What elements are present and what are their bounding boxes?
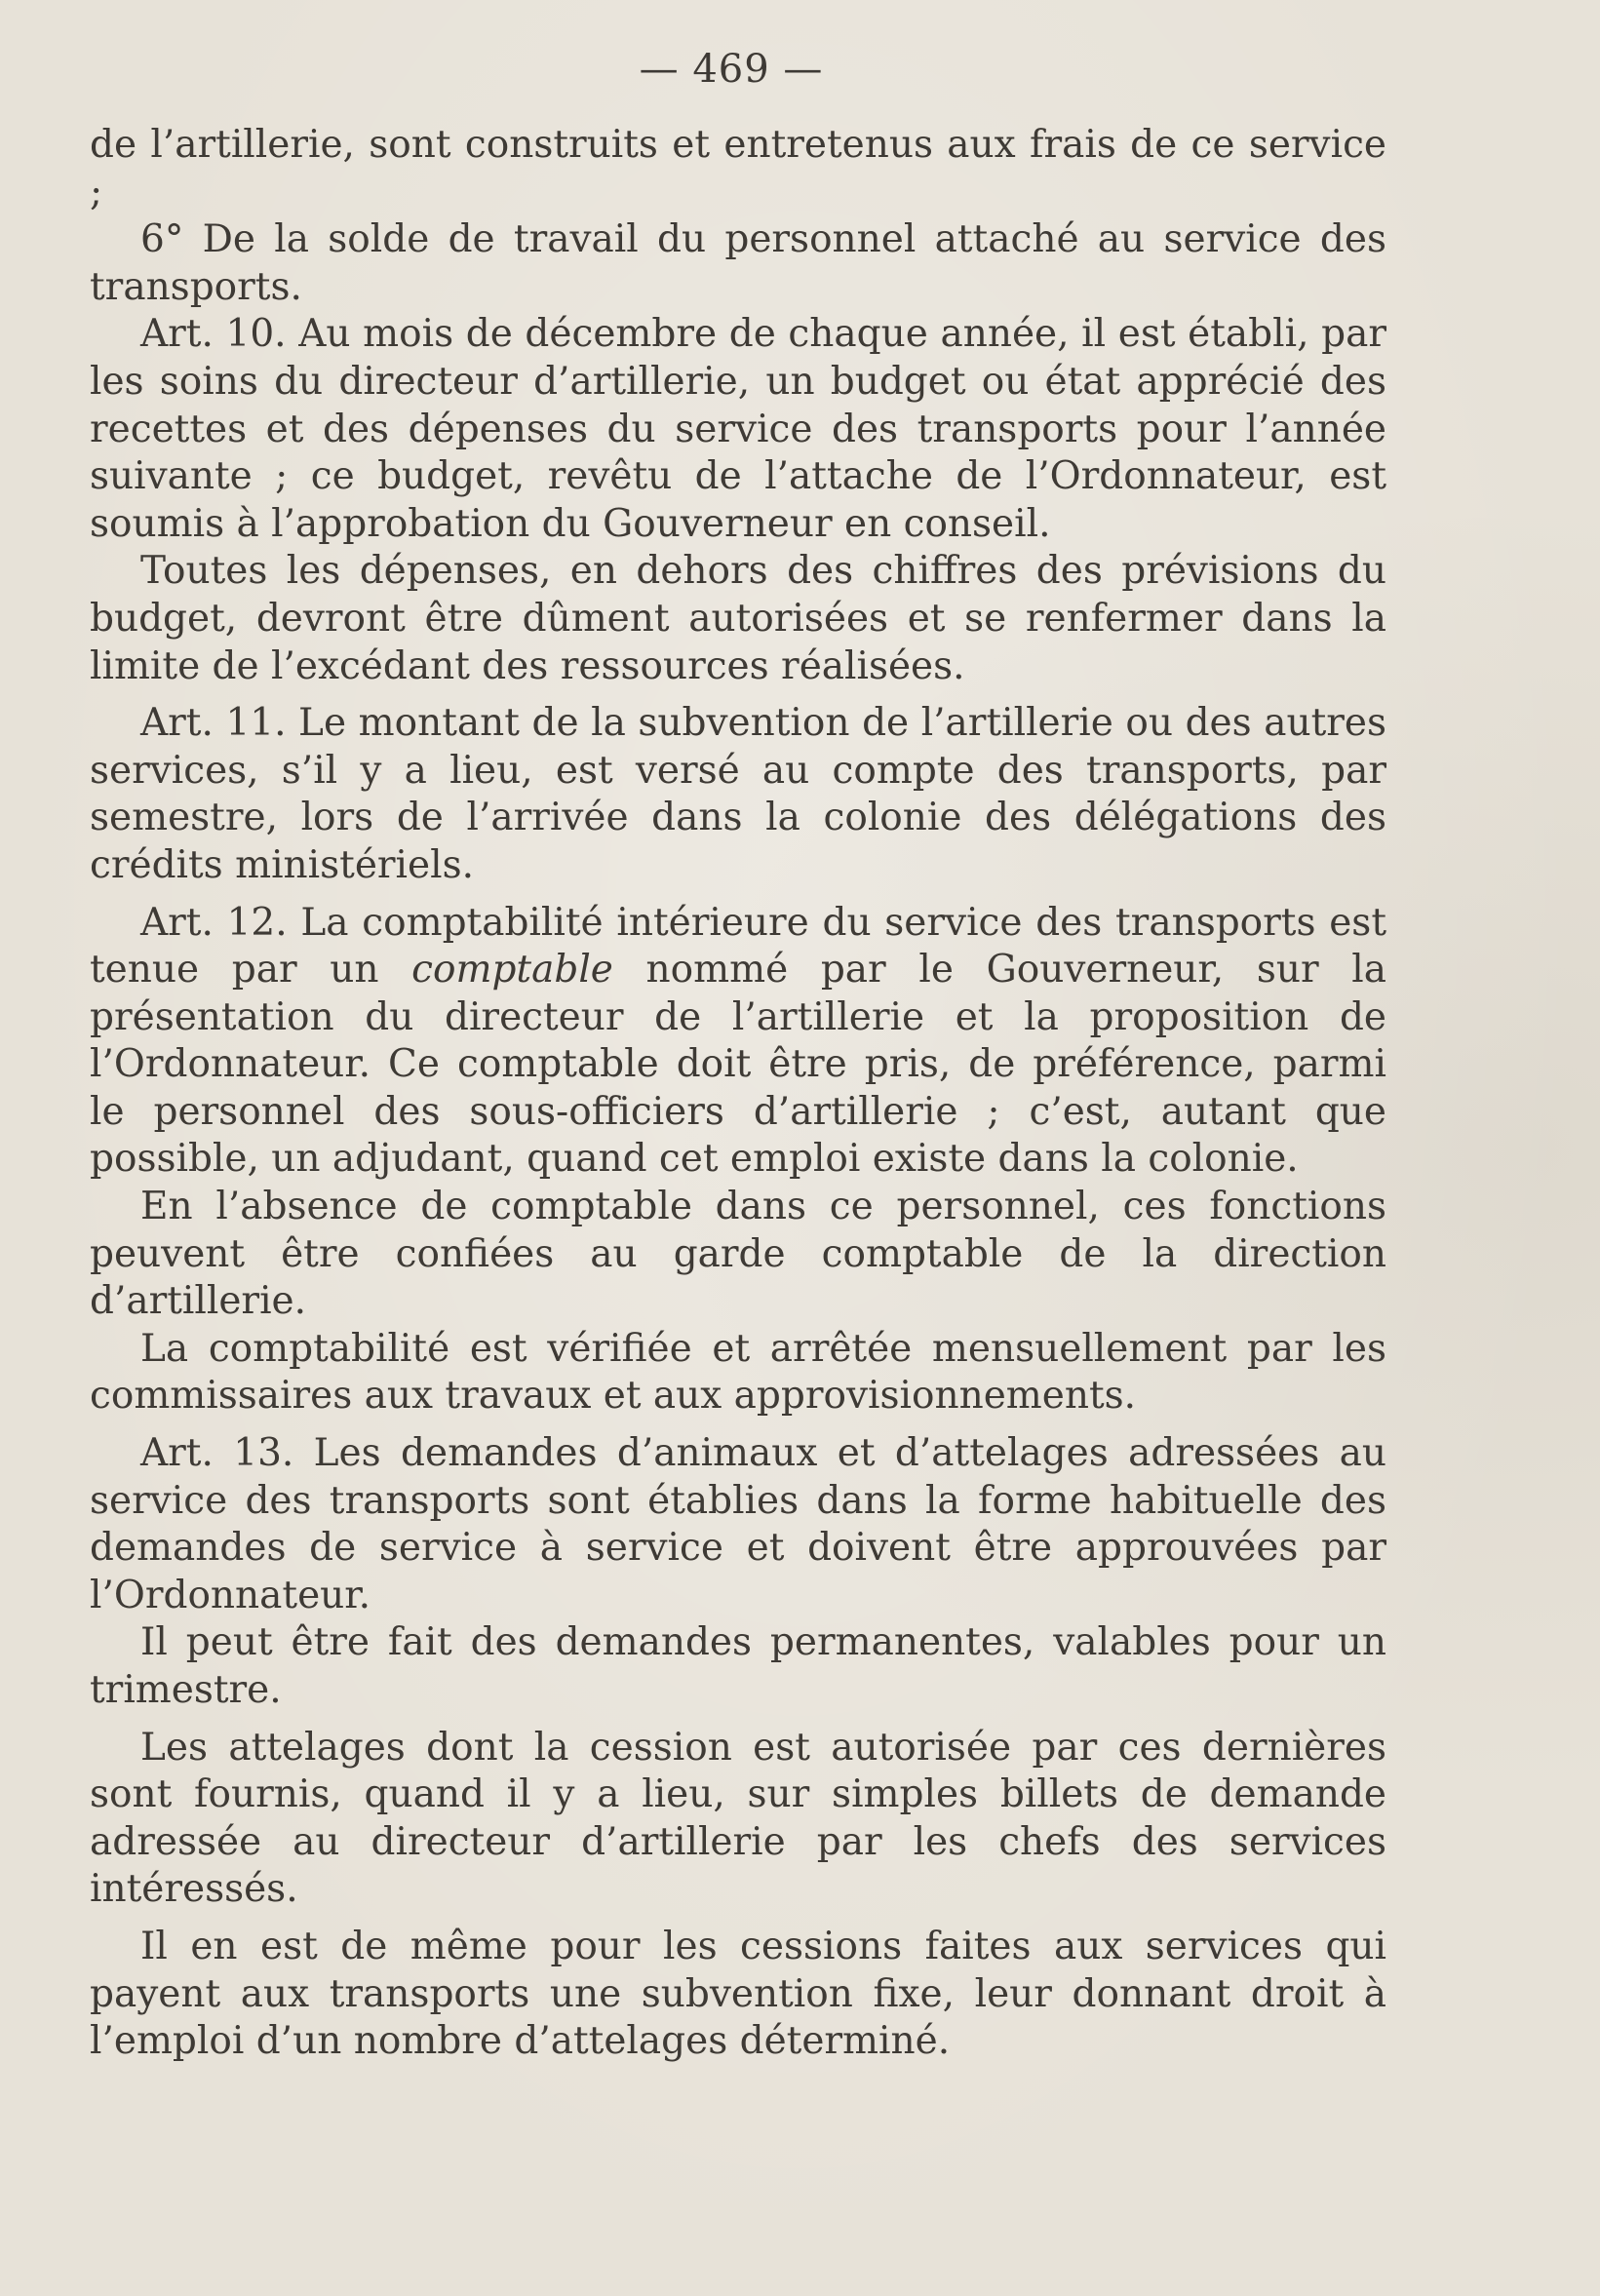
paragraph-10: Il peut être fait des demandes permanentes, valables pour un trimestre.	[90, 1620, 1386, 1712]
paragraph-art-11: Art. 11. Le montant de la subvention de l’artillerie ou des autres services, s’il y a lieu, est versé au compte des transports, par semestre, lors de l’arrivée dans la colonie des délégations des crédits ministériels.	[90, 701, 1386, 887]
paragraph-art-12-start: Art. 12. La comptabilité intérieure du service des transports est tenue par un	[90, 900, 1386, 992]
paragraph-1: de l’artillerie, sont construits et entretenus aux frais de ce service ;	[90, 123, 1386, 214]
paragraph-art-12-end: nommé par le Gouverneur, sur la présentation du directeur de l’artillerie et la proposition de l’Ordonnateur. Ce comptable doit être pris, de préférence, parmi le personnel des sous-officiers d’artillerie ; c’est, autant que possible, un adjudant, quand cet emploi existe dans la colonie.	[90, 948, 1386, 1182]
page-number: — 469 —	[639, 47, 824, 92]
paragraph-12: Il en est de même pour les cessions faites aux services qui payent aux transports une subvention fixe, leur donnant droit à l’emploi d’un nombre d’attelages déterminé.	[90, 1924, 1386, 2064]
comptable-emphasis: comptable	[411, 948, 613, 992]
paragraph-art-10: Art. 10. Au mois de décembre de chaque année, il est établi, par les soins du directeur d’artillerie, un budget ou état apprécié des recettes et des dépenses du service des transports pour l’année suivante ; ce budget, revêtu de l’attache de l’Ordonnateur, est soumis à l’approbation du Gouverneur en conseil.	[90, 312, 1386, 546]
paragraph-8: La comptabilité est vérifiée et arrêtée mensuellement par les commissaires aux travaux et aux approvisionnements.	[90, 1326, 1386, 1419]
body-text	[90, 122, 1386, 2066]
paragraph-7: En l’absence de comptable dans ce personnel, ces fonctions peuvent être confiées au garde comptable de la direction d’artillerie.	[90, 1185, 1386, 1324]
paragraph-4: Toutes les dépenses, en dehors des chiffres des prévisions du budget, devront être dûment autorisées et se renfermer dans la limite de l’excédant des ressources réalisées.	[90, 549, 1386, 688]
paragraph-art-13: Art. 13. Les demandes d’animaux et d’attelages adressées au service des transports sont établies dans la forme habituelle des demandes de service à service et doivent être approuvées par l’Ordonnateur.	[90, 1431, 1386, 1617]
paragraph-art-12	[90, 900, 1386, 1185]
paragraph-11: Les attelages dont la cession est autorisée par ces dernières sont fournis, quand il y a lieu, sur simples billets de demande adressée au directeur d’artillerie par les chefs des services intéressés.	[90, 1725, 1386, 1912]
paragraph-2: 6° De la solde de travail du personnel attaché au service des transports.	[90, 217, 1386, 309]
